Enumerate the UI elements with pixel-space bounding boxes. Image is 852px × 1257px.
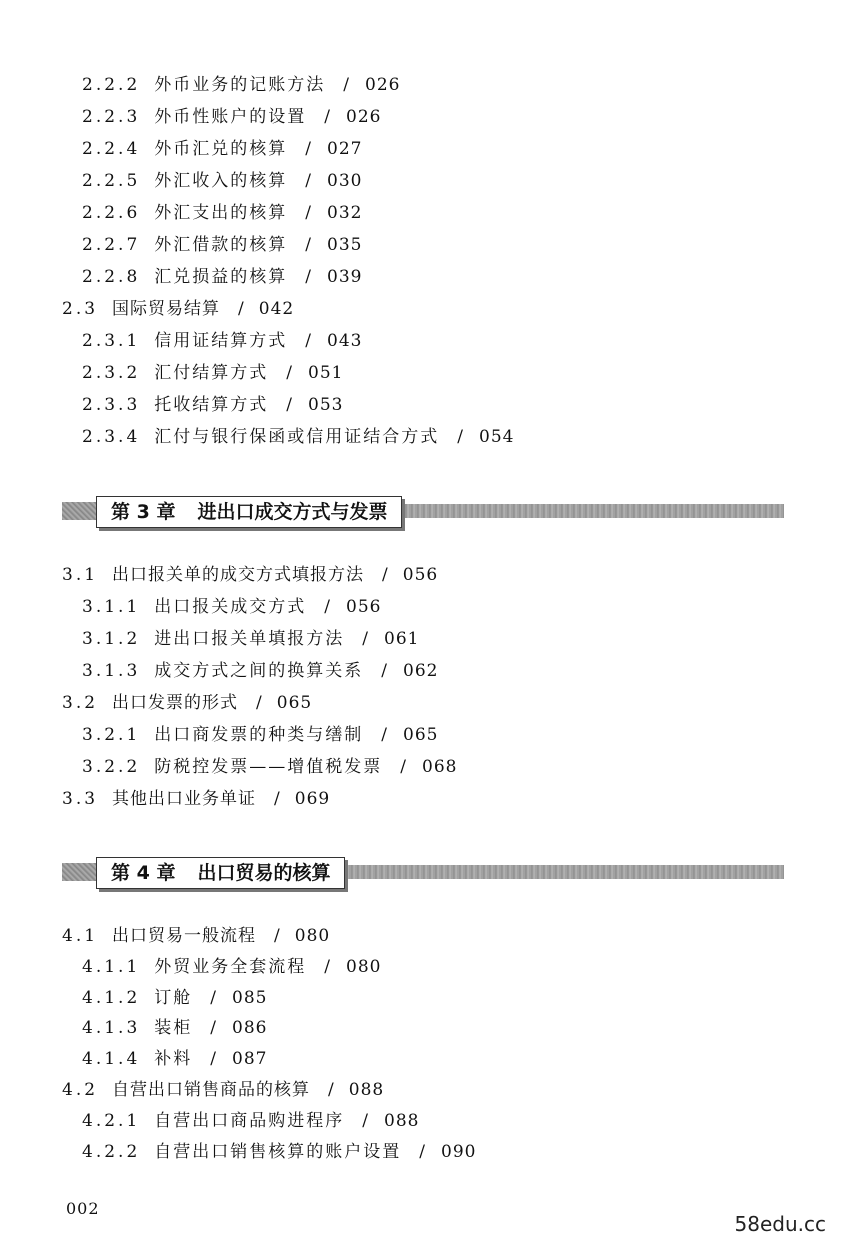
toc-section-entry <box>62 692 312 714</box>
toc-entry-title: 装柜 <box>154 1018 193 1039</box>
toc-subsection-entry <box>82 1048 267 1070</box>
toc-entry-separator: / <box>305 267 313 287</box>
toc-entry-page: 026 <box>365 75 401 95</box>
toc-subsection-entry <box>82 266 362 288</box>
toc-entry-separator: / <box>305 235 313 255</box>
toc-entry-separator: / <box>400 757 408 777</box>
toc-entry-page: 086 <box>232 1018 268 1039</box>
toc-entry-title: 出口报关成交方式 <box>154 597 307 617</box>
toc-entry-page: 088 <box>348 1080 385 1100</box>
toc-entry-separator: / <box>324 597 332 617</box>
toc-entry-separator: / <box>274 789 281 809</box>
toc-entry-separator: / <box>286 395 294 415</box>
toc-entry-number: 3.2.2 <box>82 757 141 777</box>
watermark-text: 58edu.cc <box>734 1212 826 1236</box>
toc-entry-separator: / <box>457 427 465 447</box>
toc-entry-title: 自营出口销售商品的核算 <box>112 1080 311 1100</box>
toc-entry-number: 2.2.8 <box>82 267 141 287</box>
toc-entry-number: 2.3.3 <box>82 395 141 415</box>
chapter-4-heading <box>96 857 345 889</box>
toc-subsection-entry <box>82 426 514 448</box>
toc-entry-number: 3.1.1 <box>82 597 141 617</box>
toc-entry-separator: / <box>305 203 313 223</box>
toc-entry-page: 053 <box>308 395 344 415</box>
toc-subsection-entry <box>82 756 457 778</box>
toc-entry-title: 外贸业务全套流程 <box>154 956 307 977</box>
toc-entry-separator: / <box>210 1049 218 1070</box>
toc-entry-separator: / <box>362 629 370 649</box>
toc-entry-number: 2.3.1 <box>82 331 141 351</box>
toc-entry-page: 056 <box>346 597 382 617</box>
toc-entry-number: 4.1.4 <box>82 1049 141 1070</box>
toc-entry-number: 2.3.4 <box>82 427 141 447</box>
toc-entry-title: 其他出口业务单证 <box>112 789 257 809</box>
toc-entry-separator: / <box>274 926 281 946</box>
toc-entry-separator: / <box>305 171 313 191</box>
toc-entry-page: 068 <box>422 757 458 777</box>
toc-section-entry <box>62 925 330 947</box>
toc-entry-separator: / <box>328 1080 335 1100</box>
toc-entry-number: 2.2.4 <box>82 139 141 159</box>
page-number: 002 <box>66 1199 100 1218</box>
toc-entry-title: 外汇借款的核算 <box>154 235 288 255</box>
toc-entry-title: 出口商发票的种类与缮制 <box>154 725 364 745</box>
toc-subsection-entry <box>82 1110 419 1132</box>
toc-entry-title: 汇付与银行保函或信用证结合方式 <box>154 427 440 447</box>
toc-entry-separator: / <box>381 661 389 681</box>
toc-entry-number: 2.2.7 <box>82 235 141 255</box>
toc-subsection-entry <box>82 362 343 384</box>
chapter-4-label: 第 4 章 <box>111 862 176 884</box>
toc-entry-number: 2.2.3 <box>82 107 141 127</box>
toc-entry-page: 090 <box>441 1141 477 1162</box>
toc-entry-separator: / <box>362 1110 370 1131</box>
toc-entry-title: 自营出口商品购进程序 <box>154 1110 345 1131</box>
toc-entry-page: 039 <box>327 267 363 287</box>
toc-entry-page: 042 <box>258 299 295 319</box>
toc-entry-title: 外币汇兑的核算 <box>154 139 288 159</box>
toc-entry-number: 4.2.1 <box>82 1110 141 1131</box>
toc-entry-title: 外汇收入的核算 <box>154 171 288 191</box>
toc-entry-title: 汇兑损益的核算 <box>154 267 288 287</box>
toc-subsection-entry <box>82 138 362 160</box>
toc-entry-number: 2.2.6 <box>82 203 141 223</box>
toc-entry-number: 3.2 <box>62 693 99 713</box>
chapter-4-title: 出口贸易的核算 <box>197 862 331 884</box>
toc-subsection-entry <box>82 234 362 256</box>
chapter-3-heading <box>96 496 402 528</box>
toc-entry-separator: / <box>343 75 351 95</box>
toc-entry-number: 2.3.2 <box>82 363 141 383</box>
toc-section-entry <box>62 298 294 320</box>
toc-entry-separator: / <box>305 331 313 351</box>
toc-entry-page: 030 <box>327 171 363 191</box>
toc-entry-title: 托收结算方式 <box>154 395 269 415</box>
toc-entry-number: 3.3 <box>62 789 99 809</box>
toc-entry-number: 3.2.1 <box>82 725 141 745</box>
toc-entry-title: 出口贸易一般流程 <box>112 926 257 946</box>
toc-entry-page: 065 <box>276 693 313 713</box>
toc-entry-separator: / <box>286 363 294 383</box>
toc-subsection-entry <box>82 74 400 96</box>
toc-entry-separator: / <box>419 1141 427 1162</box>
toc-entry-page: 069 <box>294 789 331 809</box>
toc-section-entry <box>62 1079 384 1101</box>
toc-subsection-entry <box>82 660 438 682</box>
toc-subsection-entry <box>82 724 438 746</box>
toc-subsection-entry <box>82 106 381 128</box>
toc-entry-title: 外汇支出的核算 <box>154 203 288 223</box>
toc-entry-separator: / <box>324 107 332 127</box>
toc-subsection-entry <box>82 394 343 416</box>
toc-entry-page: 056 <box>402 565 439 585</box>
toc-entry-page: 085 <box>232 987 268 1008</box>
toc-entry-number: 3.1.2 <box>82 629 141 649</box>
toc-entry-title: 出口报关单的成交方式填报方法 <box>112 565 365 585</box>
toc-entry-page: 043 <box>327 331 363 351</box>
toc-entry-separator: / <box>210 1018 218 1039</box>
toc-entry-page: 027 <box>327 139 363 159</box>
toc-subsection-entry <box>82 956 381 978</box>
toc-entry-title: 补料 <box>154 1049 193 1070</box>
toc-entry-number: 2.3 <box>62 299 99 319</box>
toc-entry-page: 088 <box>384 1110 420 1131</box>
chapter-3-title: 进出口成交方式与发票 <box>197 501 388 523</box>
toc-subsection-entry <box>82 330 362 352</box>
toc-entry-number: 3.1 <box>62 565 99 585</box>
chapter-3-label: 第 3 章 <box>111 501 176 523</box>
toc-subsection-entry <box>82 987 267 1009</box>
toc-entry-page: 032 <box>327 203 363 223</box>
toc-entry-page: 026 <box>346 107 382 127</box>
toc-entry-page: 080 <box>294 926 331 946</box>
toc-entry-title: 自营出口销售核算的账户设置 <box>154 1141 402 1162</box>
toc-entry-number: 4.2.2 <box>82 1141 141 1162</box>
toc-entry-page: 065 <box>403 725 439 745</box>
toc-entry-page: 087 <box>232 1049 268 1070</box>
toc-entry-number: 4.1.1 <box>82 956 141 977</box>
toc-entry-page: 062 <box>403 661 439 681</box>
toc-entry-separator: / <box>381 725 389 745</box>
toc-entry-title: 外币性账户的设置 <box>154 107 307 127</box>
toc-section-entry <box>62 788 330 810</box>
toc-entry-page: 054 <box>479 427 515 447</box>
toc-subsection-entry <box>82 170 362 192</box>
toc-entry-number: 2.2.5 <box>82 171 141 191</box>
toc-entry-page: 080 <box>346 956 382 977</box>
toc-entry-separator: / <box>324 956 332 977</box>
toc-entry-page: 035 <box>327 235 363 255</box>
chapter-4-banner <box>62 857 784 889</box>
toc-section-entry <box>62 564 438 586</box>
toc-entry-title: 外币业务的记账方法 <box>154 75 326 95</box>
toc-entry-separator: / <box>256 693 263 713</box>
toc-entry-title: 信用证结算方式 <box>154 331 288 351</box>
toc-entry-separator: / <box>382 565 389 585</box>
toc-entry-number: 3.1.3 <box>82 661 141 681</box>
toc-entry-number: 4.1.2 <box>82 987 141 1008</box>
toc-entry-page: 061 <box>384 629 420 649</box>
chapter-3-banner <box>62 496 784 528</box>
toc-entry-title: 成交方式之间的换算关系 <box>154 661 364 681</box>
toc-entry-title: 汇付结算方式 <box>154 363 269 383</box>
toc-entry-title: 订舱 <box>154 987 193 1008</box>
toc-subsection-entry <box>82 202 362 224</box>
toc-entry-number: 4.1.3 <box>82 1018 141 1039</box>
toc-entry-separator: / <box>305 139 313 159</box>
toc-entry-number: 2.2.2 <box>82 75 141 95</box>
toc-subsection-entry <box>82 1141 476 1163</box>
toc-entry-number: 4.1 <box>62 926 99 946</box>
toc-entry-title: 进出口报关单填报方法 <box>154 629 345 649</box>
toc-entry-title: 出口发票的形式 <box>112 693 239 713</box>
toc-entry-title: 国际贸易结算 <box>112 299 221 319</box>
toc-entry-title: 防税控发票——增值税发票 <box>154 757 383 777</box>
toc-subsection-entry <box>82 596 381 618</box>
toc-subsection-entry <box>82 628 419 650</box>
toc-subsection-entry <box>82 1017 267 1039</box>
toc-entry-number: 4.2 <box>62 1080 99 1100</box>
toc-entry-separator: / <box>210 987 218 1008</box>
toc-entry-page: 051 <box>308 363 344 383</box>
toc-entry-separator: / <box>238 299 245 319</box>
